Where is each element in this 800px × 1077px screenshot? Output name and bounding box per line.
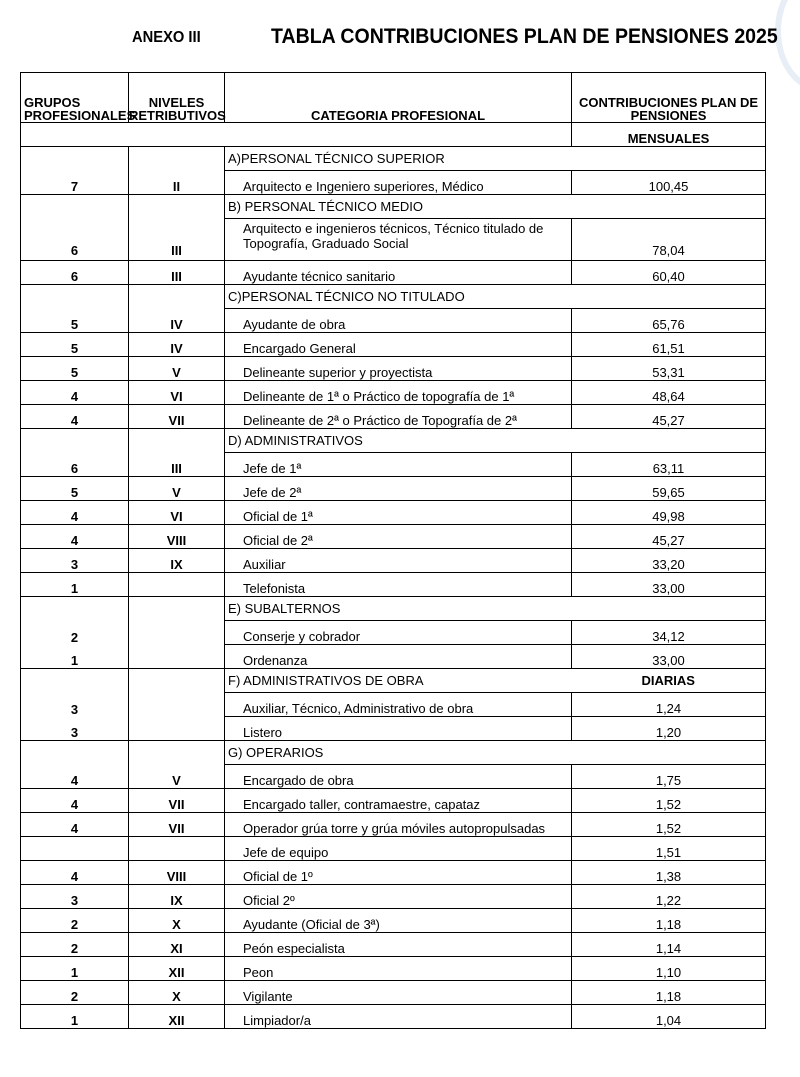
- table-row: [21, 453, 766, 477]
- level-cell: IV: [129, 333, 225, 357]
- category-cell: Auxiliar: [225, 549, 572, 573]
- section-title: G) OPERARIOS: [225, 741, 572, 765]
- group-cell: 4: [21, 765, 129, 789]
- level-cell: VI: [129, 501, 225, 525]
- section-unit: [572, 429, 766, 453]
- table-row: [21, 885, 766, 909]
- table-row: [21, 171, 766, 195]
- level-cell: V: [129, 477, 225, 501]
- section-header-row: [21, 669, 766, 693]
- category-cell: Auxiliar, Técnico, Administrativo de obra: [225, 693, 572, 717]
- group-cell: 4: [21, 381, 129, 405]
- category-cell: Ayudante técnico sanitario: [225, 261, 572, 285]
- category-cell: Arquitecto e ingenieros técnicos, Técnico titulado de Topografía, Graduado Social: [225, 219, 572, 261]
- table-row: [21, 789, 766, 813]
- section-header-row: [21, 597, 766, 621]
- table-header-row: [21, 73, 766, 123]
- table-row: [21, 525, 766, 549]
- table-row: [21, 981, 766, 1005]
- contribution-value: 59,65: [572, 477, 766, 501]
- contribution-value: 61,51: [572, 333, 766, 357]
- group-cell: [21, 195, 129, 219]
- contribution-value: 1,22: [572, 885, 766, 909]
- level-cell: [129, 837, 225, 861]
- category-cell: Conserje y cobrador: [225, 621, 572, 645]
- units-row: [21, 123, 766, 147]
- level-cell: VIII: [129, 861, 225, 885]
- group-cell: 4: [21, 405, 129, 429]
- category-cell: Oficial de 1º: [225, 861, 572, 885]
- group-cell: 6: [21, 261, 129, 285]
- group-cell: 4: [21, 501, 129, 525]
- category-cell: Oficial de 1ª: [225, 501, 572, 525]
- contribution-value: 1,52: [572, 789, 766, 813]
- group-cell: [21, 669, 129, 693]
- group-cell: 3: [21, 885, 129, 909]
- table-row: [21, 219, 766, 261]
- group-cell: 6: [21, 453, 129, 477]
- section-header-row: [21, 195, 766, 219]
- section-unit: [572, 195, 766, 219]
- group-cell: 1: [21, 1005, 129, 1029]
- units-row-blank: [21, 123, 572, 147]
- group-cell: 7: [21, 171, 129, 195]
- level-cell: [129, 693, 225, 717]
- group-cell: 2: [21, 933, 129, 957]
- contribution-value: 78,04: [572, 219, 766, 261]
- category-cell: Telefonista: [225, 573, 572, 597]
- group-cell: 3: [21, 549, 129, 573]
- contribution-value: 1,10: [572, 957, 766, 981]
- table-row: [21, 381, 766, 405]
- group-cell: [21, 147, 129, 171]
- contribution-value: 1,20: [572, 717, 766, 741]
- contribution-value: 45,27: [572, 405, 766, 429]
- category-cell: Limpiador/a: [225, 1005, 572, 1029]
- level-cell: XII: [129, 957, 225, 981]
- section-header-row: [21, 285, 766, 309]
- section-header-row: [21, 741, 766, 765]
- level-cell: XI: [129, 933, 225, 957]
- contribution-value: 1,18: [572, 981, 766, 1005]
- category-cell: Peon: [225, 957, 572, 981]
- group-cell: 3: [21, 693, 129, 717]
- table-row: [21, 549, 766, 573]
- contribution-value: 1,14: [572, 933, 766, 957]
- category-cell: Ayudante (Oficial de 3ª): [225, 909, 572, 933]
- section-title: A)PERSONAL TÉCNICO SUPERIOR: [225, 147, 572, 171]
- section-title: E) SUBALTERNOS: [225, 597, 572, 621]
- table-row: [21, 717, 766, 741]
- level-cell: VI: [129, 381, 225, 405]
- group-cell: 4: [21, 813, 129, 837]
- category-cell: Listero: [225, 717, 572, 741]
- group-cell: [21, 597, 129, 621]
- level-cell: IX: [129, 549, 225, 573]
- category-cell: Jefe de 2ª: [225, 477, 572, 501]
- header-groups: GRUPOS PROFESIONALES: [21, 73, 129, 123]
- category-cell: Ayudante de obra: [225, 309, 572, 333]
- group-cell: 3: [21, 717, 129, 741]
- table-row: [21, 1005, 766, 1029]
- header-category: CATEGORIA PROFESIONAL: [225, 73, 572, 123]
- section-title: F) ADMINISTRATIVOS DE OBRA: [225, 669, 572, 693]
- header-contributions: CONTRIBUCIONES PLAN DE PENSIONES: [572, 73, 766, 123]
- table-row: [21, 693, 766, 717]
- decorative-arc: [775, 0, 800, 92]
- table-row: [21, 477, 766, 501]
- table-row: [21, 909, 766, 933]
- level-cell: [129, 597, 225, 621]
- contribution-value: 60,40: [572, 261, 766, 285]
- level-cell: III: [129, 219, 225, 261]
- category-cell: Peón especialista: [225, 933, 572, 957]
- category-cell: Operador grúa torre y grúa móviles autopropulsadas: [225, 813, 572, 837]
- level-cell: X: [129, 909, 225, 933]
- annex-label: ANEXO III: [132, 29, 201, 46]
- group-cell: 2: [21, 621, 129, 645]
- level-cell: IV: [129, 309, 225, 333]
- table-row: [21, 837, 766, 861]
- contribution-value: 1,38: [572, 861, 766, 885]
- level-cell: [129, 573, 225, 597]
- group-cell: 1: [21, 957, 129, 981]
- contributions-table: [20, 72, 766, 1029]
- category-cell: Oficial de 2ª: [225, 525, 572, 549]
- contribution-value: 45,27: [572, 525, 766, 549]
- group-cell: 1: [21, 573, 129, 597]
- group-cell: 1: [21, 645, 129, 669]
- table-row: [21, 405, 766, 429]
- group-cell: [21, 741, 129, 765]
- header-levels: NIVELES RETRIBUTIVOS: [129, 73, 225, 123]
- group-cell: 4: [21, 525, 129, 549]
- category-cell: Encargado de obra: [225, 765, 572, 789]
- table-row: [21, 957, 766, 981]
- category-cell: Oficial 2º: [225, 885, 572, 909]
- section-unit: DIARIAS: [572, 669, 766, 693]
- group-cell: 5: [21, 357, 129, 381]
- table-row: [21, 645, 766, 669]
- unit-monthly-label: MENSUALES: [572, 123, 766, 147]
- category-cell: Ordenanza: [225, 645, 572, 669]
- section-header-row: [21, 429, 766, 453]
- table-row: [21, 309, 766, 333]
- level-cell: III: [129, 261, 225, 285]
- level-cell: III: [129, 453, 225, 477]
- table-row: [21, 861, 766, 885]
- level-cell: VII: [129, 813, 225, 837]
- contribution-value: 53,31: [572, 357, 766, 381]
- level-cell: VII: [129, 789, 225, 813]
- group-cell: 5: [21, 309, 129, 333]
- category-cell: Encargado taller, contramaestre, capataz: [225, 789, 572, 813]
- table-row: [21, 621, 766, 645]
- table-row: [21, 501, 766, 525]
- category-cell: Delineante de 1ª o Práctico de topografía de 1ª: [225, 381, 572, 405]
- contribution-value: 1,75: [572, 765, 766, 789]
- contribution-value: 65,76: [572, 309, 766, 333]
- contribution-value: 33,00: [572, 645, 766, 669]
- level-cell: [129, 621, 225, 645]
- section-unit: [572, 597, 766, 621]
- contribution-value: 1,24: [572, 693, 766, 717]
- section-title: B) PERSONAL TÉCNICO MEDIO: [225, 195, 572, 219]
- level-cell: II: [129, 171, 225, 195]
- table-row: [21, 765, 766, 789]
- contribution-value: 1,52: [572, 813, 766, 837]
- contribution-value: 34,12: [572, 621, 766, 645]
- table-row: [21, 813, 766, 837]
- group-cell: 4: [21, 861, 129, 885]
- group-cell: [21, 429, 129, 453]
- group-cell: 2: [21, 909, 129, 933]
- category-cell: Delineante superior y proyectista: [225, 357, 572, 381]
- contribution-value: 49,98: [572, 501, 766, 525]
- level-cell: X: [129, 981, 225, 1005]
- table-row: [21, 933, 766, 957]
- level-cell: VII: [129, 405, 225, 429]
- level-cell: [129, 147, 225, 171]
- group-cell: [21, 285, 129, 309]
- contribution-value: 100,45: [572, 171, 766, 195]
- contribution-value: 48,64: [572, 381, 766, 405]
- level-cell: VIII: [129, 525, 225, 549]
- category-cell: Arquitecto e Ingeniero superiores, Médico: [225, 171, 572, 195]
- section-unit: [572, 285, 766, 309]
- section-title: D) ADMINISTRATIVOS: [225, 429, 572, 453]
- level-cell: V: [129, 357, 225, 381]
- level-cell: V: [129, 765, 225, 789]
- category-cell: Jefe de equipo: [225, 837, 572, 861]
- contribution-value: 1,51: [572, 837, 766, 861]
- contribution-value: 1,18: [572, 909, 766, 933]
- category-cell: Vigilante: [225, 981, 572, 1005]
- table-row: [21, 573, 766, 597]
- page-title: TABLA CONTRIBUCIONES PLAN DE PENSIONES 2025: [271, 25, 778, 48]
- level-cell: [129, 285, 225, 309]
- group-cell: 5: [21, 333, 129, 357]
- section-header-row: [21, 147, 766, 171]
- group-cell: 4: [21, 789, 129, 813]
- level-cell: IX: [129, 885, 225, 909]
- contribution-value: 33,00: [572, 573, 766, 597]
- group-cell: [21, 837, 129, 861]
- level-cell: [129, 195, 225, 219]
- table-row: [21, 261, 766, 285]
- level-cell: XII: [129, 1005, 225, 1029]
- level-cell: [129, 741, 225, 765]
- category-cell: Jefe de 1ª: [225, 453, 572, 477]
- level-cell: [129, 429, 225, 453]
- level-cell: [129, 717, 225, 741]
- group-cell: 5: [21, 477, 129, 501]
- section-title: C)PERSONAL TÉCNICO NO TITULADO: [225, 285, 572, 309]
- table-row: [21, 357, 766, 381]
- contribution-value: 33,20: [572, 549, 766, 573]
- group-cell: 2: [21, 981, 129, 1005]
- level-cell: [129, 645, 225, 669]
- contribution-value: 63,11: [572, 453, 766, 477]
- table-row: [21, 333, 766, 357]
- group-cell: 6: [21, 219, 129, 261]
- section-unit: [572, 147, 766, 171]
- section-unit: [572, 741, 766, 765]
- category-cell: Encargado General: [225, 333, 572, 357]
- category-cell: Delineante de 2ª o Práctico de Topografía de 2ª: [225, 405, 572, 429]
- level-cell: [129, 669, 225, 693]
- contribution-value: 1,04: [572, 1005, 766, 1029]
